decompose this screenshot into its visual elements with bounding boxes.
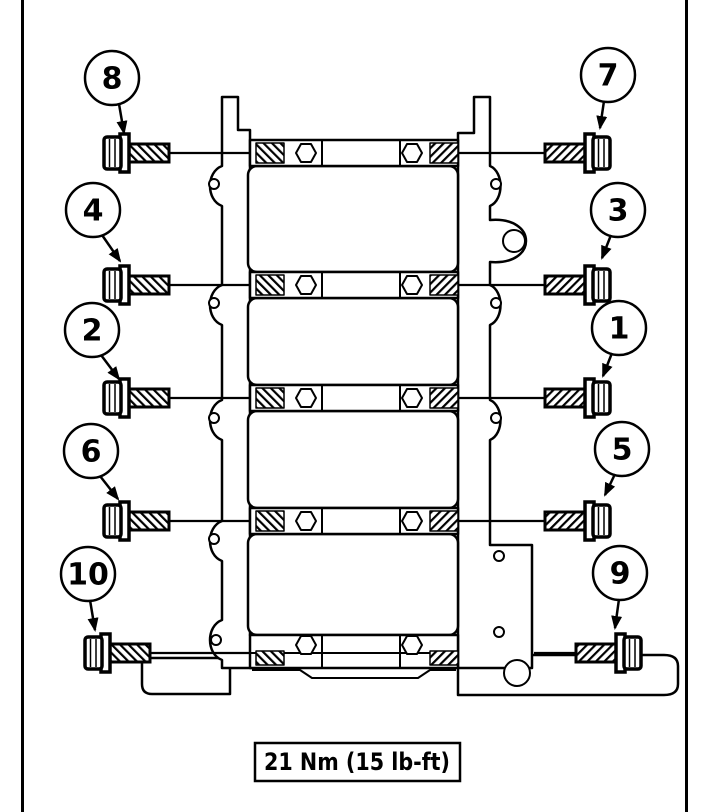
bay: [248, 534, 458, 635]
callout-number: 1: [608, 311, 630, 347]
torque-label-box: [255, 743, 460, 781]
rail-hole: [211, 635, 221, 645]
bolt-shaft: [129, 276, 169, 294]
callout-number: 4: [82, 193, 104, 229]
bolt-shaft: [129, 144, 169, 162]
thread-hatch: [430, 651, 458, 665]
bearing-beam: [250, 272, 458, 298]
bottom-left-flange: [142, 658, 230, 694]
thread-hatch: [256, 388, 284, 408]
callout-number: 2: [81, 313, 103, 349]
thread-hatch: [430, 511, 458, 531]
thread-hatch: [430, 275, 458, 295]
hex-hole: [402, 636, 422, 654]
callout-number: 10: [67, 557, 109, 593]
thread-hatch: [256, 511, 284, 531]
bolt-head: [104, 505, 121, 537]
callout-number: 9: [609, 556, 631, 592]
boss-hole: [503, 230, 525, 252]
rail-hole: [209, 534, 219, 544]
callout-number: 7: [597, 58, 619, 94]
bolt-shaft: [129, 389, 169, 407]
callout-number: 8: [101, 61, 123, 97]
bearing-beam: [250, 508, 458, 534]
bolt-head: [593, 505, 610, 537]
bolt-head: [593, 137, 610, 169]
bearing-beam: [250, 140, 458, 166]
bay: [248, 166, 458, 272]
bolt-shaft: [545, 512, 585, 530]
hex-hole: [296, 144, 316, 162]
rail-hole: [494, 551, 504, 561]
bolt-shaft: [545, 144, 585, 162]
bay: [248, 411, 458, 508]
rail-hole: [209, 298, 219, 308]
hex-hole: [402, 144, 422, 162]
bolt-head: [593, 269, 610, 301]
thread-hatch: [430, 388, 458, 408]
bolt-shaft: [545, 276, 585, 294]
thread-hatch: [256, 143, 284, 163]
bolt-head: [104, 137, 121, 169]
callout-number: 3: [607, 193, 629, 229]
hex-hole: [296, 512, 316, 530]
hex-hole: [296, 636, 316, 654]
rail-hole: [491, 413, 501, 423]
rail-hole: [209, 179, 219, 189]
bolt-head: [104, 269, 121, 301]
bolt-shaft: [110, 644, 150, 662]
rail-hole: [494, 627, 504, 637]
hex-hole: [296, 276, 316, 294]
rail-hole: [491, 298, 501, 308]
bolt-head: [104, 382, 121, 414]
bolt-shaft: [576, 644, 616, 662]
thread-hatch: [256, 275, 284, 295]
flange-hole: [504, 660, 530, 686]
bolt-shaft: [545, 389, 585, 407]
callout-number: 5: [611, 432, 633, 468]
hex-hole: [402, 389, 422, 407]
rail-hole: [209, 413, 219, 423]
bolt-head: [624, 637, 641, 669]
thread-hatch: [430, 143, 458, 163]
bolt-head: [593, 382, 610, 414]
hex-hole: [296, 389, 316, 407]
bolt-head: [85, 637, 102, 669]
bearing-beam: [250, 385, 458, 411]
hex-hole: [402, 276, 422, 294]
bolt-shaft: [129, 512, 169, 530]
rail-hole: [491, 179, 501, 189]
bay: [248, 298, 458, 385]
hex-hole: [402, 512, 422, 530]
torque-label-text: 21 Nm (15 lb-ft): [264, 748, 450, 776]
thread-hatch: [256, 651, 284, 665]
callout-number: 6: [80, 434, 102, 470]
